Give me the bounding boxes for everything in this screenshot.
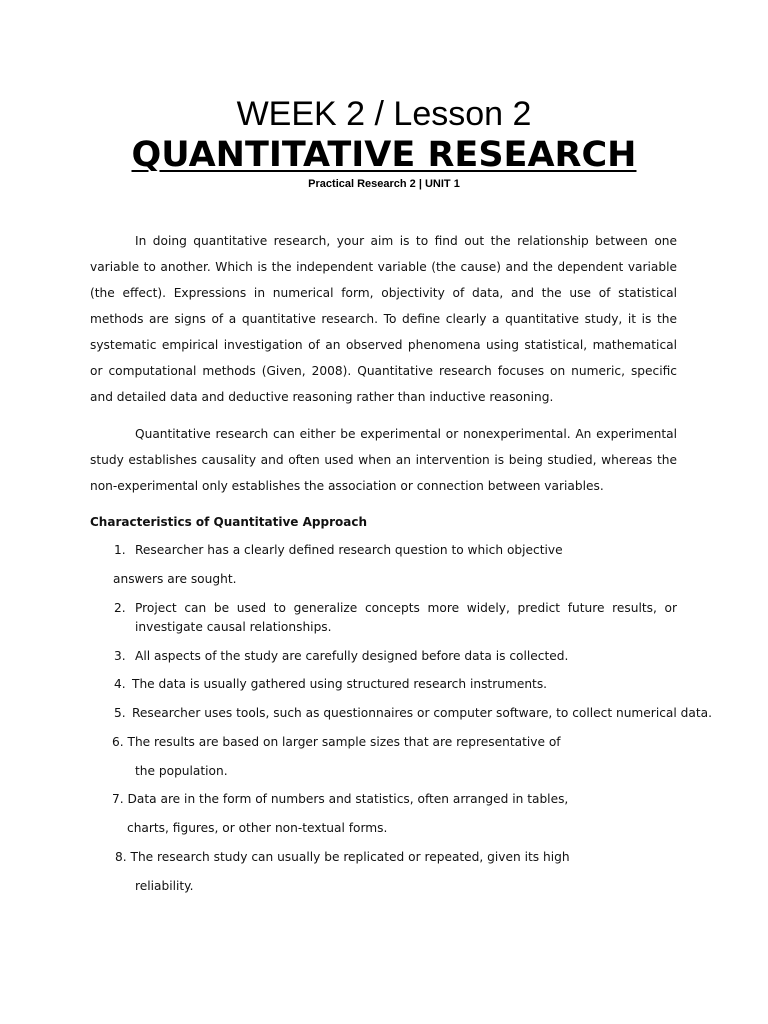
list-item-number: 4.	[114, 677, 126, 691]
page-subtitle: Practical Research 2 | UNIT 1	[308, 178, 460, 190]
paragraph-experimental: Quantitative research can either be experimental or nonexperimental. An experimental study establishes causality and often used when an intervention is being studied, whereas the non-experimental only establishes the association or connection between variables.	[90, 427, 677, 493]
list-item	[114, 675, 547, 694]
list-item: 6. The results are based on larger sample sizes that are representative of	[112, 735, 561, 749]
list-item-text: The data is usually gathered using structured research instruments.	[132, 677, 548, 691]
list-item-text: All aspects of the study are carefully designed before data is collected.	[135, 649, 569, 663]
list-item	[114, 541, 563, 560]
week-lesson-heading: WEEK 2 / Lesson 2	[236, 95, 532, 133]
page-title	[0, 132, 768, 178]
list-item-text: Researcher uses tools, such as questionnaires or computer software, to collect numerical data.	[132, 706, 712, 720]
list-item-continuation: the population.	[135, 764, 228, 778]
list-item-text: Project can be used to generalize concepts more widely, predict future results, or investigate causal relationships.	[135, 601, 677, 634]
list-item-text: Researcher has a clearly defined research question to which objective	[135, 543, 563, 557]
paragraph-intro: In doing quantitative research, your aim is to find out the relationship between one variable to another. Which is the independent variable (the cause) and the dependent variable (the effect). Expressions in numerical form, objectivity of data, and the use of statistical methods are signs of a quantitative research. To define clearly a quantitative study, it is the systematic empirical investigation of an observed phenomena using statistical, mathematical or computational methods (Given, 2008). Quantitative research focuses on numeric, specific and detailed data and deductive reasoning rather than inductive reasoning.	[90, 234, 677, 404]
list-item-continuation: reliability.	[135, 879, 194, 893]
list-item-continuation: charts, figures, or other non-textual forms.	[127, 821, 388, 835]
list-item-number: 1.	[114, 543, 126, 557]
list-item	[114, 647, 568, 666]
list-item	[114, 704, 712, 723]
list-item-continuation: answers are sought.	[113, 572, 237, 586]
list-item-number: 5.	[114, 706, 126, 720]
page-title-text: QUANTITATIVE RESEARCH	[131, 135, 637, 175]
characteristics-heading: Characteristics of Quantitative Approach	[90, 515, 367, 529]
list-item-number: 3.	[114, 649, 126, 663]
list-item: 8. The research study can usually be replicated or repeated, given its high	[115, 850, 570, 864]
list-item-number: 2.	[114, 601, 126, 615]
list-item: 7. Data are in the form of numbers and statistics, often arranged in tables,	[112, 792, 569, 806]
